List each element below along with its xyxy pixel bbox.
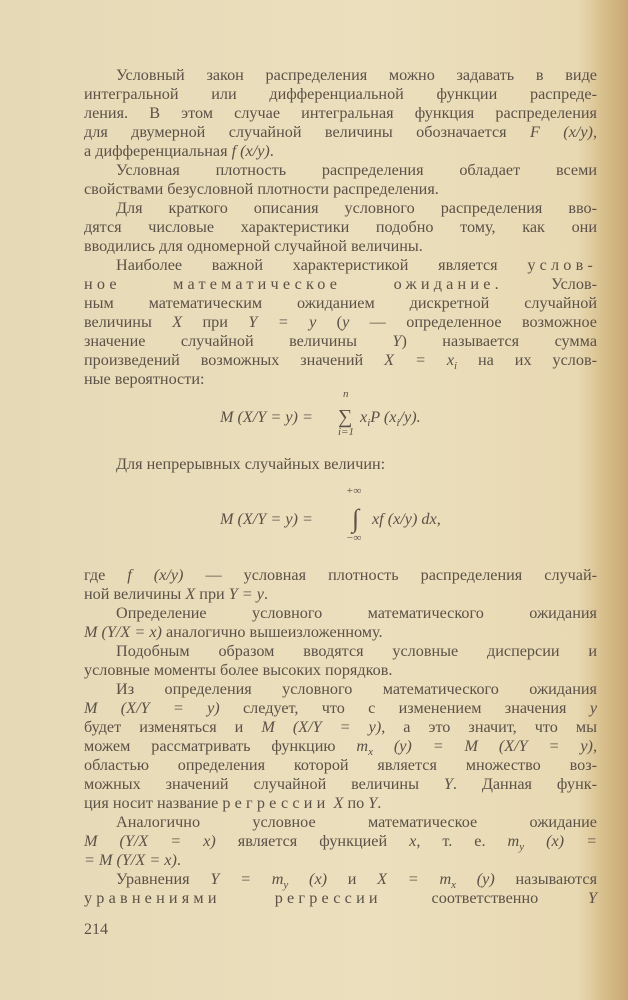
text-segment: дятся числовые характеристики подобно тому, как они — [84, 218, 597, 236]
text-line — [84, 161, 597, 180]
text-segment: , а это значит, что мы — [381, 718, 597, 736]
text-segment: называются — [494, 870, 598, 888]
math-expression: (y) — [456, 870, 495, 888]
integral-lower: −∞ — [346, 532, 362, 544]
math-expression: X — [172, 313, 183, 331]
text-segment: величины — [84, 313, 173, 331]
text-segment: на их услов- — [457, 351, 597, 369]
text-line — [84, 737, 597, 759]
text-line — [84, 237, 597, 256]
math-expression: M (X/Y = y) — [261, 718, 382, 736]
math-expression: Y — [368, 794, 378, 812]
math-expression: Y — [392, 332, 402, 350]
text-segment: Из определения условного математического ожидания — [116, 680, 597, 698]
text-segment: . — [377, 794, 382, 812]
text-line — [84, 66, 597, 85]
text-segment: будет изменяться и — [84, 718, 262, 736]
text-segment: можем рассматривать функцию — [84, 737, 357, 755]
formula-rhs: xf (x/y) dx, — [372, 510, 441, 528]
page-text — [84, 66, 597, 908]
text-segment: Для краткого описания условного распределения вво- — [116, 199, 597, 217]
text-segment: следует, что с изменением значения — [219, 699, 590, 717]
math-expression: Y — [587, 889, 597, 907]
text-line — [84, 870, 598, 892]
text-line — [84, 813, 597, 832]
text-segment: соответственно — [381, 889, 588, 907]
text-segment: где — [84, 566, 128, 584]
text-segment: является функцией — [215, 832, 410, 850]
subscript: i — [396, 417, 400, 430]
text-line — [84, 123, 597, 142]
text-line — [84, 775, 597, 794]
text-segment: ция носит название — [84, 794, 223, 812]
text-line — [84, 794, 597, 813]
math-expression: y — [342, 313, 350, 331]
text-segment: для двумерной случайной величины обозначается — [84, 123, 530, 141]
text-segment: . — [176, 851, 181, 869]
text-segment: можных значений случайной величины — [84, 775, 444, 793]
sum-symbol: ∑ — [338, 406, 353, 428]
formula-lhs: M (X/Y = y) = — [220, 408, 313, 426]
text-line — [84, 104, 597, 123]
text-segment: значение случайной величины — [84, 332, 393, 350]
text-segment: Условный закон распределения можно задавать в виде — [116, 66, 597, 84]
math-expression: y — [589, 699, 597, 717]
math-expression: M (X/Y = y) — [84, 699, 220, 717]
text-segment: , — [592, 737, 597, 755]
text-line: Для непрерывных случайных величин: — [116, 455, 386, 473]
integral-upper: +∞ — [346, 485, 362, 497]
text-segment: ной величины — [84, 585, 186, 603]
text-segment: по — [343, 794, 369, 812]
text-segment: ления. В этом случае интегральная функция распределения — [84, 104, 597, 122]
emphasized-term: уравнениями регрессии — [84, 889, 382, 907]
text-line — [84, 699, 597, 718]
paragraphs-bottom — [84, 566, 597, 908]
math-expression: X — [333, 794, 344, 812]
math-expression: f (x/y) — [127, 566, 184, 584]
math-expression: m — [507, 832, 520, 850]
subscript: y — [519, 841, 525, 854]
subscript: i — [367, 417, 371, 430]
subscript: x — [451, 879, 457, 892]
subscript: x — [368, 746, 373, 759]
text-line — [84, 313, 597, 332]
math-expression: Y — [443, 775, 453, 793]
text-segment: Аналогично условное математическое ожидание — [116, 813, 597, 831]
text-segment: и — [327, 870, 378, 888]
formula-term: x — [360, 408, 368, 426]
text-line — [84, 256, 597, 275]
emphasized-term: ное математическое ожидание. — [84, 275, 503, 293]
subscript: i — [454, 360, 458, 373]
text-segment: Определение условного математического ожидания — [116, 604, 597, 622]
sum-upper: n — [343, 388, 349, 400]
text-segment: ( — [316, 313, 343, 331]
text-segment: , т. е. — [416, 832, 508, 850]
integral-symbol: ∫ — [352, 504, 360, 533]
math-expression: M (Y/X = x) — [84, 832, 216, 850]
formula-term: P (x — [370, 408, 397, 426]
math-expression: (y) = M (X/Y = y) — [372, 737, 593, 755]
text-line — [84, 623, 597, 642]
formula-continuous-conditional-expectation — [84, 485, 597, 544]
text-line — [84, 718, 597, 737]
text-line — [84, 351, 597, 373]
text-segment: Уравнения — [116, 870, 211, 888]
text-segment: — определенное возможное — [349, 313, 597, 331]
formula-discrete-conditional-expectation — [84, 388, 597, 438]
math-expression: x — [409, 832, 417, 850]
text-segment: при — [195, 585, 229, 603]
text-line — [84, 889, 597, 908]
math-expression: X = x — [384, 351, 455, 369]
text-segment: ным математическим ожиданием дискретной случайной — [84, 294, 597, 312]
math-expression: F (x/y) — [530, 123, 593, 141]
math-expression: Y = m — [210, 870, 284, 888]
text-segment: Наиболее важной характеристикой является — [116, 256, 528, 274]
text-line — [84, 642, 597, 661]
text-segment: ) называется сумма — [401, 332, 597, 350]
paragraphs-top — [84, 66, 597, 389]
math-expression: (x) = — [524, 832, 597, 850]
text-segment: . — [269, 142, 274, 160]
text-line — [84, 604, 597, 623]
text-segment: Условная плотность распределения обладает всеми — [116, 161, 597, 179]
text-line — [84, 294, 597, 313]
text-segment: Подобным образом вводятся условные дисперсии и — [116, 642, 597, 660]
math-expression: X — [185, 585, 196, 603]
sum-lower: i=1 — [338, 426, 354, 438]
text-segment: свойствами безусловной плотности распределения. — [84, 180, 439, 198]
math-expression: X = m — [377, 870, 452, 888]
text-segment: . Данная функ- — [452, 775, 598, 793]
math-expression: f (x/y) — [231, 142, 270, 160]
text-segment: произведений возможных значений — [84, 351, 385, 369]
text-line — [84, 851, 597, 870]
math-expression: M (Y/X = x) — [84, 623, 162, 641]
text-line — [84, 218, 597, 237]
text-line — [84, 275, 597, 294]
text-segment: , — [592, 123, 597, 141]
text-line — [84, 85, 597, 104]
math-expression: Y = y — [248, 313, 317, 331]
page-number: 214 — [84, 921, 108, 938]
emphasized-term: услов- — [527, 256, 597, 274]
formula-term: /y). — [399, 408, 421, 426]
math-expression: = M (Y/X = x) — [84, 851, 177, 869]
text-segment: ные вероятности: — [84, 370, 205, 388]
text-segment: интегральной или дифференциальной функции распреде- — [84, 85, 597, 103]
formula-lhs: M (X/Y = y) = — [220, 510, 313, 528]
text-segment: Услов- — [502, 275, 597, 293]
text-segment: . — [263, 585, 269, 603]
math-expression: (x) — [288, 870, 328, 888]
text-line — [84, 585, 597, 604]
text-segment: условные моменты более высоких порядков. — [84, 661, 393, 679]
text-line — [84, 680, 597, 699]
text-line — [84, 832, 597, 854]
text-line — [84, 370, 597, 389]
text-line — [84, 566, 597, 585]
emphasized-term: регрессии — [222, 794, 330, 812]
text-line — [84, 199, 597, 218]
text-segment: областью определения которой является множество воз- — [84, 756, 597, 774]
text-segment: аналогично вышеизложенному. — [161, 623, 383, 641]
math-expression: m — [356, 737, 369, 755]
subscript: y — [283, 879, 289, 892]
text-line — [84, 180, 597, 199]
text-line — [84, 142, 597, 161]
text-line — [84, 661, 597, 680]
text-segment: вводились для одномерной случайной величины. — [84, 237, 423, 255]
text-line — [84, 756, 597, 775]
text-line — [84, 332, 597, 351]
text-segment: — условная плотность распределения случай- — [183, 566, 597, 584]
math-expression: Y = y — [228, 585, 264, 603]
text-segment: при — [182, 313, 249, 331]
text-segment: а дифференциальная — [84, 142, 232, 160]
